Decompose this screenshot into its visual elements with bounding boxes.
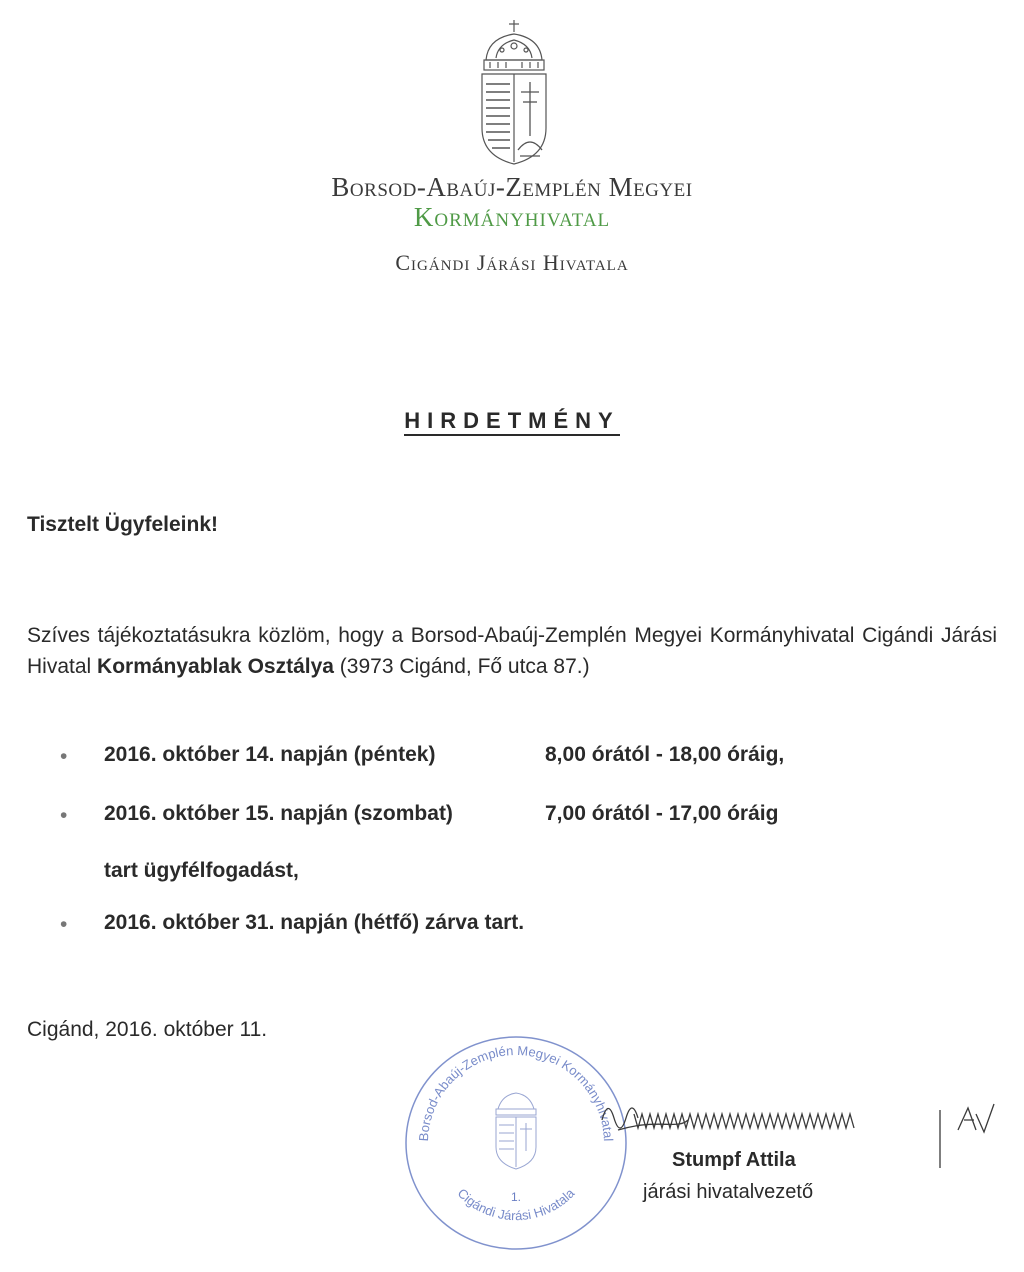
hungarian-coat-of-arms-icon: [474, 18, 554, 168]
stamp-number: 1.: [510, 1190, 522, 1204]
bullet-icon: •: [60, 913, 68, 936]
notice-title: HIRDETMÉNY: [0, 408, 1024, 434]
intro-paragraph: [27, 620, 997, 682]
schedule-hours: 7,00 órától - 17,00 óráig: [545, 802, 779, 825]
schedule-hours: 8,00 órától - 18,00 óráig,: [545, 743, 785, 766]
signer-title: járási hivatalvezető: [643, 1181, 814, 1203]
signer-name: Stumpf Attila: [672, 1149, 796, 1171]
stamp-bottom-text: Cigándi Járási Hivatala: [454, 1185, 578, 1224]
greeting: Tisztelt Ügyfeleink!: [27, 513, 218, 536]
continuation-text: tart ügyfélfogadást,: [104, 859, 299, 882]
intro-end: (3973 Cigánd, Fő utca 87.): [333, 655, 590, 678]
place-and-date: Cigánd, 2016. október 11.: [27, 1018, 268, 1041]
stamp-top-text: Borsod-Abaúj-Zemplén Megyei Kormányhivatal: [415, 1042, 616, 1142]
schedule-day: 2016. október 15. napján (szombat): [104, 802, 453, 825]
intro-plain: Szíves tájékoztatásukra közlöm, hogy a Borsod-Abaúj-Zemplén Megyei Kormányhivatal Cigándi Járási Hivatal: [27, 624, 997, 678]
office-name-line3: Cigándi Járási Hivatala: [395, 250, 629, 275]
bullet-icon: •: [60, 745, 68, 768]
office-name-line2: Kormányhivatal: [413, 202, 611, 232]
handwritten-signature: [598, 1090, 998, 1175]
intro-bold: Kormányablak Osztálya: [97, 655, 334, 678]
closed-text: 2016. október 31. napján (hétfő) zárva tart.: [104, 911, 525, 934]
office-name-line1: Borsod-Abaúj-Zemplén Megyei: [331, 172, 693, 202]
stamp-coat-of-arms-icon: [496, 1093, 536, 1169]
bullet-icon: •: [60, 804, 68, 827]
schedule-day: 2016. október 14. napján (péntek): [104, 743, 436, 766]
